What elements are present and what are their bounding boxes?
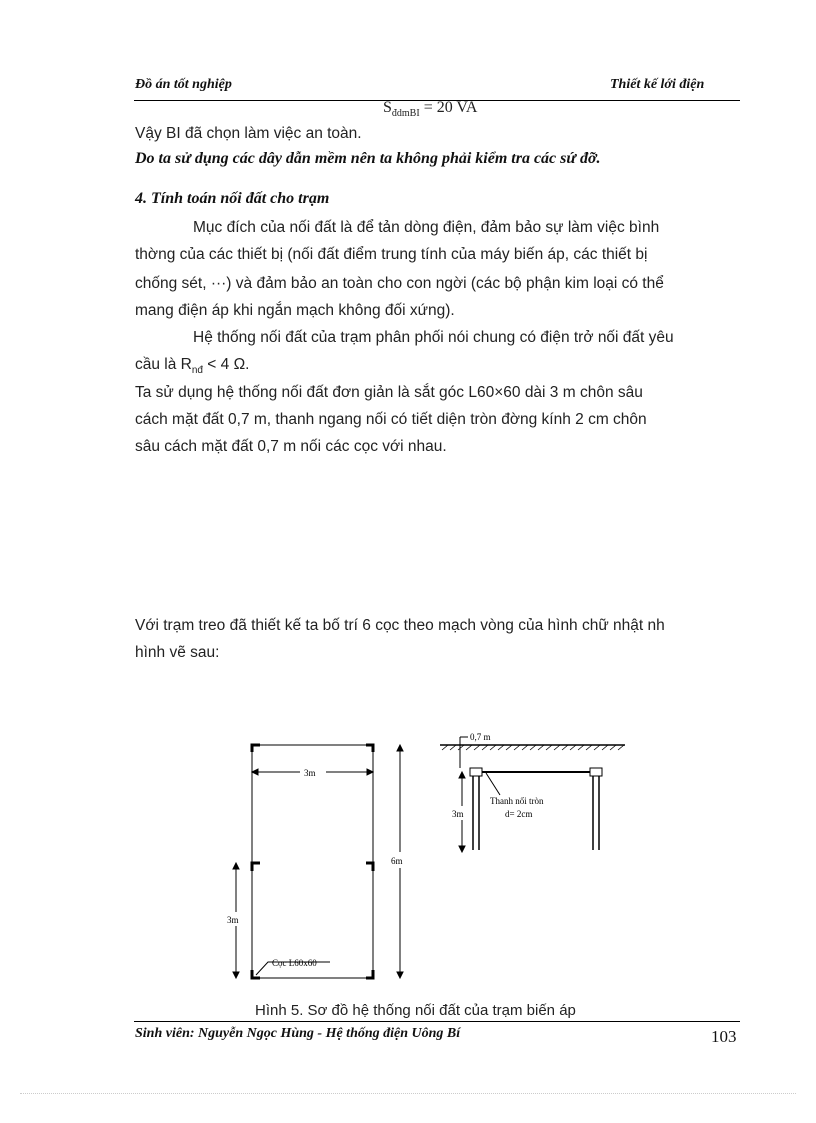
para4-line1: Hệ thống nối đất của trạm phân phối nói chung có điện trở nối đất yêu: [193, 329, 674, 346]
side-view: [440, 737, 625, 852]
para5-line1: Ta sử dụng hệ thống nối đất đơn giản là sắt góc L60×60 dài 3 m chôn sâu: [135, 384, 643, 401]
header-right: Thiết kế lới điện: [610, 77, 705, 92]
plan-view: [233, 745, 403, 978]
page-edge-dots: [20, 1093, 796, 1094]
label-3m-side: 3m: [452, 809, 464, 819]
thanh-leader: [486, 773, 500, 795]
formula-subscript: đdmBI: [391, 108, 420, 120]
header-left: Đồ án tốt nghiệp: [135, 77, 232, 92]
stake-bottom-left: [252, 970, 260, 978]
para5-line2: cách mặt đất 0,7 m, thanh ngang nối có tiết diện tròn đờng kính 2 cm chôn: [135, 411, 647, 428]
label-6m: 6m: [391, 856, 403, 866]
label-07m: 0,7 m: [470, 732, 491, 742]
label-3m-top: 3m: [304, 768, 316, 778]
figure-caption: Hình 5. Sơ đồ hệ thống nối đất của trạm biến áp: [255, 1002, 576, 1019]
label-thanh-2: d= 2cm: [505, 809, 533, 819]
section-heading: 4. Tính toán nối đất cho trạm: [135, 190, 330, 207]
para3-line2: thờng của các thiết bị (nối đất điểm trung tính của máy biến áp, các thiết bị: [135, 246, 648, 263]
right-stake-head: [590, 768, 602, 776]
plan-rectangle: [252, 745, 373, 978]
right-stake: [593, 776, 599, 850]
para3-line1: Mục đích của nối đất là để tản dòng điện, đảm bảo sự làm việc bình: [193, 219, 660, 236]
page-number: 103: [711, 1027, 737, 1046]
stake-bottom-right: [366, 970, 373, 978]
para3-line3: chống sét, ···) và đảm bảo an toàn cho con ngời (các bộ phận kim loại có thể: [135, 275, 664, 292]
formula-symbol: S: [383, 99, 392, 116]
formula-rest: = 20 VA: [419, 99, 478, 116]
stake-mid-right: [366, 863, 373, 871]
left-stake: [473, 776, 479, 850]
stake-top-right: [366, 745, 373, 752]
para4-suffix: < 4 Ω.: [203, 356, 250, 373]
label-coc: Cọc L60x60: [272, 958, 317, 968]
label-3m-left: 3m: [227, 915, 239, 925]
stake-mid-left: [252, 863, 260, 871]
para6-line1: Với trạm treo đã thiết kế ta bố trí 6 cọc theo mạch vòng của hình chữ nhật nh: [135, 617, 665, 634]
footer-rule: [134, 1021, 740, 1022]
label-thanh-1: Thanh nối tròn: [490, 796, 544, 806]
para6-line2: hình vẽ sau:: [135, 644, 220, 661]
para-bi-safe: Vậy BI đã chọn làm việc an toàn.: [135, 125, 362, 142]
footer-left: Sinh viên: Nguyễn Ngọc Hùng - Hệ thống điện Uông Bí: [135, 1026, 461, 1041]
para5-line3: sâu cách mặt đất 0,7 m nối các cọc với nhau.: [135, 438, 447, 455]
para4-subscript: nđ: [191, 365, 203, 377]
para4-prefix: cầu là R: [135, 356, 192, 373]
left-stake-head: [470, 768, 482, 776]
para-bold-italic-note: Do ta sử dụng các dây dẫn mềm nên ta không phải kiểm tra các sứ đỡ.: [135, 150, 601, 167]
stake-top-left: [252, 745, 260, 752]
para3-line4: mang điện áp khi ngắn mạch không đối xứng).: [135, 302, 455, 319]
